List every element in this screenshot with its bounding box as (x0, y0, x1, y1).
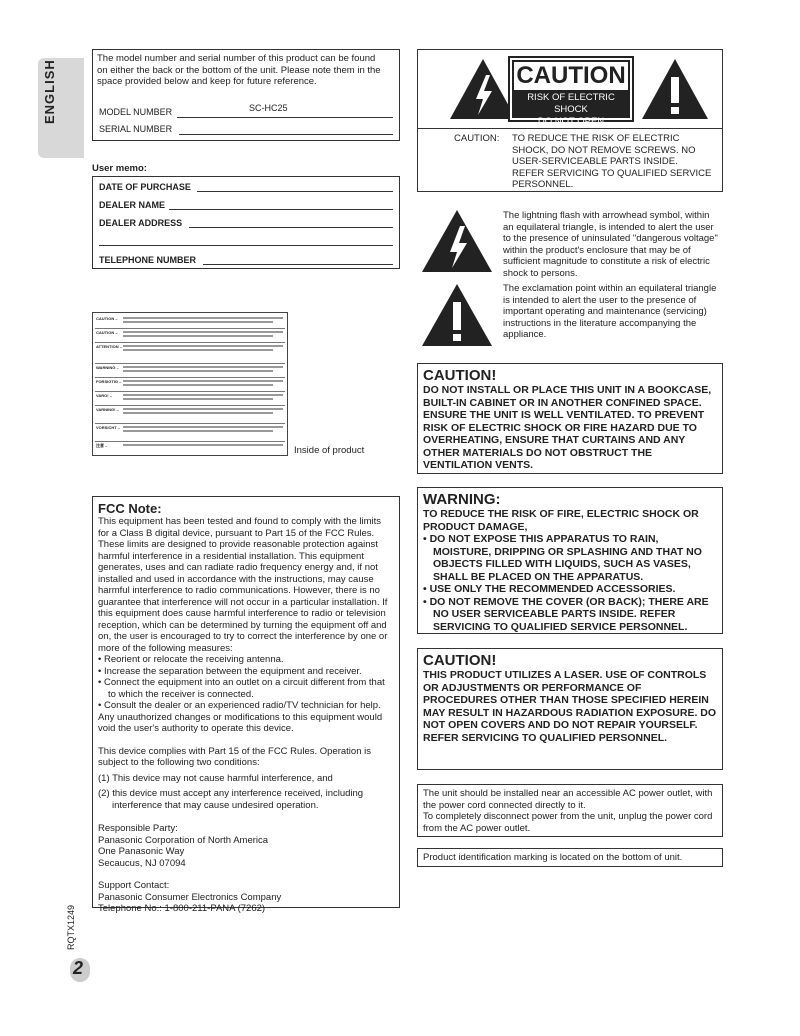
caution-laser-title: CAUTION! (423, 652, 497, 669)
warning-intro: TO REDUCE THE RISK OF FIRE, ELECTRIC SHOCK OR PRODUCT DAMAGE, (423, 508, 699, 533)
date-purchase-label: DATE OF PURCHASE (99, 182, 191, 192)
caution-sign-line2: DO NOT OPEN (537, 116, 605, 127)
serial-number-label: SERIAL NUMBER (99, 124, 173, 134)
responsible-party-line: Secaucus, NJ 07094 (98, 857, 186, 869)
warning-list (423, 533, 717, 633)
power-text-2: To completely disconnect power from the unit, unplug the power cord from the AC power outlet. (423, 811, 713, 834)
dealer-address-line-2 (99, 245, 393, 246)
warning-title: WARNING: (423, 491, 501, 508)
laser-row-key: VARNING! – (96, 407, 119, 412)
language-tab (38, 58, 84, 158)
support-contact-line: Telephone No.: 1-800-211-PANA (7262) (98, 903, 266, 914)
product-id-box (417, 848, 723, 867)
fcc-measure: • Consult the dealer or an experienced radio/TV technician for help. (98, 700, 381, 711)
doc-code: RQTX1249 (66, 904, 76, 950)
support-contact-title: Support Contact: (98, 880, 170, 891)
fcc-measure: • Connect the equipment into an outlet on a circuit different from that to which the receiver is connected. (98, 677, 385, 700)
caution-sign-title: CAUTION (512, 60, 630, 92)
user-memo-box (92, 176, 400, 269)
laser-row-key: 注意 – (96, 443, 108, 448)
power-text-1: The unit should be installed near an accessible AC power outlet, with the power cord connected directly to it. (423, 788, 713, 811)
product-id-text: Product identification marking is located on the bottom of unit. (423, 852, 683, 863)
laser-row-key: FORSIGTIG – (96, 379, 122, 384)
fcc-paragraph-1: This equipment has been tested and found to comply with the limits for a Class B digital device, pursuant to Part 15 of the FCC Rules. These limits are designed to provide reasonable protection against harmful interference in a residential installation. This equipment generates, uses and can radiate radio frequency energy and, if not installed and used in accordance with the instructions, may cause harmful interference to radio communications. However, there is no guarantee that interference will not occur in a particular installation. If this equipment does cause harmful interference to radio or television reception, which can be determined by turning the equipment off and on, the user is encouraged to try to correct the interference by one or more of the following measures: (98, 516, 388, 654)
fcc-note-box (92, 496, 400, 914)
model-number-box (92, 49, 400, 141)
exclamation-explanation: The exclamation point within an equilateral triangle is intended to alert the user to the presence of important operating and maintenance (servicing) instructions in the literature accompanying the appliance. (503, 283, 717, 340)
date-purchase-line (197, 191, 393, 192)
fcc-measures-list (98, 654, 394, 712)
page-number-text: 2 (73, 958, 84, 978)
lightning-explanation: The lightning flash with arrowhead symbol, within an equilateral triangle, is intended to alert the user to the presence of uninsulated "dangerous voltage" within the product's enclosure that may be of sufficient magnitude to constitute a risk of electric shock to persons. (503, 210, 718, 279)
warning-item: • DO NOT EXPOSE THIS APPARATUS TO RAIN, MOISTURE, DRIPPING OR SPLASHING AND THAT NO OBJECTS FILLED WITH LIQUIDS, SUCH AS VASES, SHALL BE PLACED ON THE APPARATUS. (423, 533, 702, 583)
laser-warning-label (92, 312, 288, 456)
caution-laser-box (417, 648, 723, 770)
fcc-measure: • Reorient or relocate the receiving antenna. (98, 654, 284, 665)
language-label: ENGLISH (42, 59, 57, 124)
serial-number-line (179, 134, 393, 135)
caution-label: CAUTION: (454, 133, 500, 144)
warning-item: • USE ONLY THE RECOMMENDED ACCESSORIES. (423, 583, 676, 595)
fcc-paragraph-2: Any unauthorized changes or modifications to this equipment would void the user's authority to operate this device. (98, 711, 383, 734)
exclamation-triangle-icon (420, 282, 494, 348)
support-contact-line: Panasonic Consumer Electronics Company (98, 891, 282, 903)
caution-ventilation-body: DO NOT INSTALL OR PLACE THIS UNIT IN A BOOKCASE, BUILT-IN CABINET OR IN ANOTHER CONFINED SPACE. ENSURE THE UNIT IS WELL VENTILATED. TO PREVENT RISK OF ELECTRIC SHOCK OR FIRE HAZARD DUE TO OVERHEATING, ENSURE THAT CURTAINS AND ANY OTHER MATERIALS DO NOT OBSTRUCT THE VENTILATION VENTS. (423, 384, 712, 471)
warning-item: • DO NOT REMOVE THE COVER (OR BACK); THERE ARE NO USER SERVICEABLE PARTS INSIDE. REFER SERVICING TO QUALIFIED SERVICE PERSONNEL. (423, 595, 709, 633)
fcc-paragraph-3: This device complies with Part 15 of the FCC Rules. Operation is subject to the following two conditions: (98, 745, 371, 768)
caution-laser-body: THIS PRODUCT UTILIZES A LASER. USE OF CONTROLS OR ADJUSTMENTS OR PERFORMANCE OF PROCEDURES OTHER THAN THOSE SPECIFIED HEREIN MAY RESULT IN HAZARDOUS RADIATION EXPOSURE. DO NOT OPEN COVERS AND DO NOT REPAIR YOURSELF. REFER SERVICING TO QUALIFIED PERSONNEL. (423, 669, 717, 744)
caution-sign-line1: RISK OF ELECTRIC SHOCK (527, 92, 615, 115)
laser-row-key: ATTENTION – (96, 344, 122, 349)
fcc-condition-2: (2) this device must accept any interference received, including interference that may cause undesired operation. (98, 788, 364, 811)
fcc-measure: • Increase the separation between the equipment and receiver. (98, 665, 362, 677)
laser-label-caption: Inside of product (294, 445, 365, 456)
caution-sign (508, 56, 634, 127)
warning-box (417, 487, 723, 634)
caution-ventilation-title: CAUTION! (423, 367, 497, 384)
caution-text: TO REDUCE THE RISK OF ELECTRIC SHOCK, DO NOT REMOVE SCREWS. NO USER-SERVICEABLE PARTS INSIDE. REFER SERVICING TO QUALIFIED SERVICE PERSONNEL. (512, 133, 712, 190)
fcc-condition-1: (1) This device may not cause harmful interference, and (98, 772, 333, 784)
responsible-party-title: Responsible Party: (98, 823, 178, 834)
model-number-value: SC-HC25 (249, 103, 288, 113)
caution-sign-box (417, 49, 723, 192)
lightning-triangle-icon (420, 208, 494, 274)
exclamation-triangle-icon (640, 57, 710, 121)
telephone-line (203, 264, 393, 265)
responsible-party-line: One Panasonic Way (98, 846, 185, 857)
caution-sign-band (512, 92, 630, 127)
power-outlet-box (417, 784, 723, 837)
responsible-party-line: Panasonic Corporation of North America (98, 834, 269, 846)
laser-row-key: VORSICHT – (96, 425, 121, 430)
model-number-line (177, 117, 393, 118)
dealer-address-line (189, 227, 393, 228)
memo-title: User memo: (92, 163, 147, 174)
dealer-address-label: DEALER ADDRESS (99, 218, 183, 228)
laser-row-key: CAUTION – (96, 330, 118, 335)
laser-row-key: VARO! – (96, 393, 112, 398)
model-intro: The model number and serial number of this product can be found on either the back or the bottom of the unit. Please note them in the space provided below and keep for future reference. (97, 53, 381, 87)
dealer-name-label: DEALER NAME (99, 200, 166, 210)
telephone-label: TELEPHONE NUMBER (99, 255, 197, 265)
dealer-name-line (169, 209, 393, 210)
laser-row-key: CAUTION – (96, 316, 118, 321)
laser-row-key: WARNING – (96, 365, 119, 370)
model-number-label: MODEL NUMBER (99, 107, 173, 117)
fcc-title: FCC Note: (98, 501, 162, 516)
caution-ventilation-box (417, 363, 723, 474)
